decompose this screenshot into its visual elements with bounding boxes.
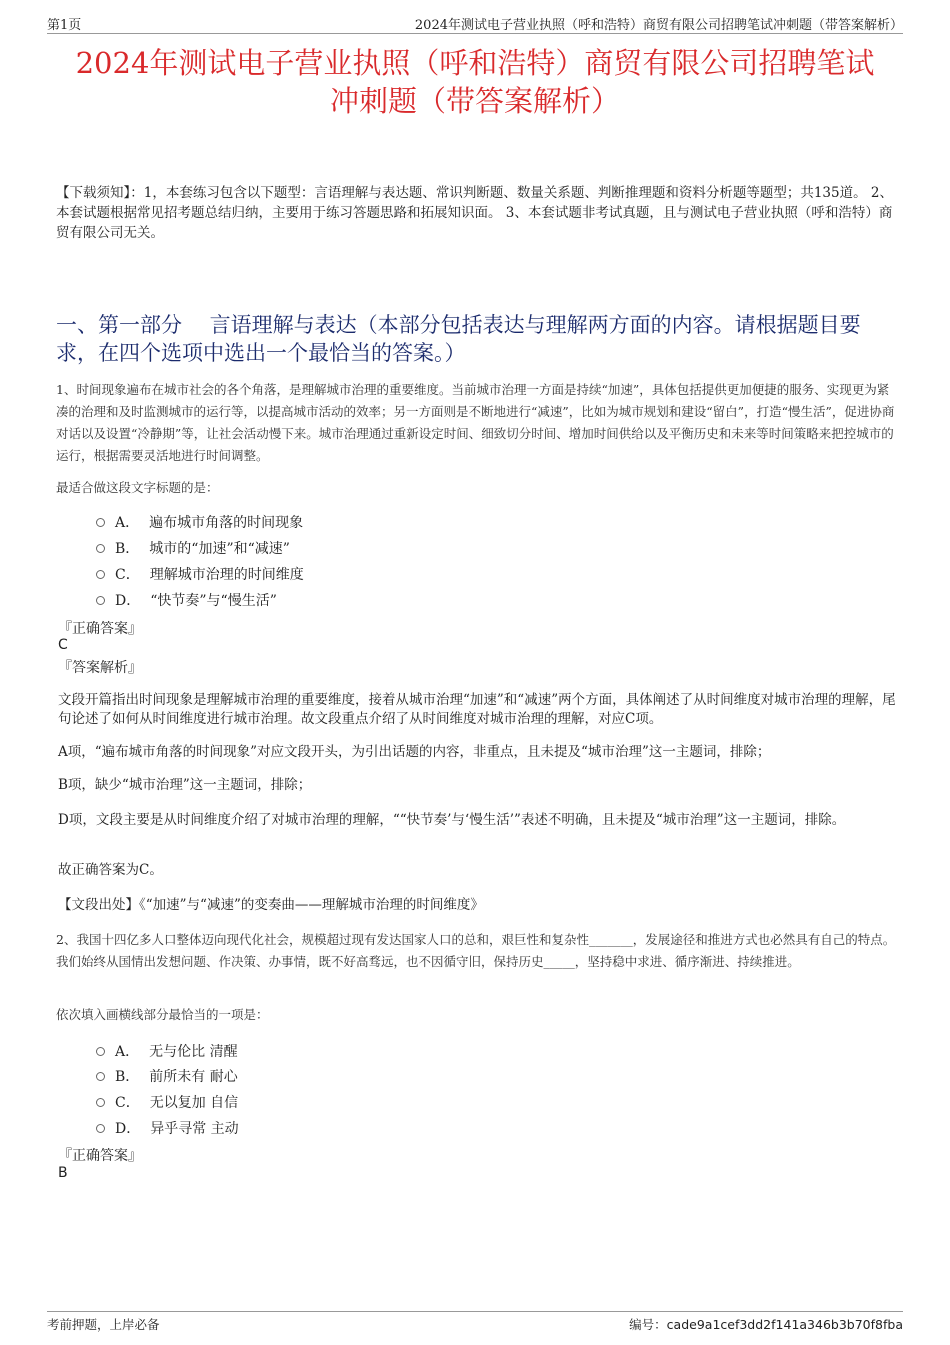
download-notice: 【下载须知】：1，本套练习包含以下题型：言语理解与表达题、常识判断题、数量关系题、判断推理题和资料分析题等题型；共135道。 2、本套试题根据常见招考题总结归纳，主要用于练习答题思路和拓展知识面。 3、本套试题非考试真题，且与测试电子营业执照（呼和浩特）商贸有限公司无关。 xyxy=(56,185,893,241)
radio-icon[interactable] xyxy=(96,1098,105,1107)
header-divider xyxy=(47,33,903,34)
question-2-text: 2、我国十四亿多人口整体迈向现代化社会，规模超过现有发达国家人口的总和，艰巨性和复杂性_______，发展途径和推进方式也必然具有自己的特点。我们始终从国情出发想问题、作决策、办事情，既不好高骛远，也不因循守旧，保持历史_____，坚持稳中求进、循序渐进、持续推进。 xyxy=(56,932,896,969)
footer-code xyxy=(629,1315,903,1333)
q1-option-c[interactable]: C． 理解城市治理的时间维度 xyxy=(96,564,304,584)
q2-answer-label: 『正确答案』 xyxy=(58,1148,142,1164)
footer-slogan: 考前押题，上岸必备 xyxy=(47,1317,160,1332)
q1-source: 【文段出处】《“加速”与“减速”的变奏曲——理解城市治理的时间维度》 xyxy=(58,897,484,913)
q2-option-a[interactable]: A． 无与伦比 清醒 xyxy=(96,1041,238,1061)
radio-icon[interactable] xyxy=(96,1072,105,1081)
q1-option-d[interactable]: D． “快节奏”与“慢生活” xyxy=(96,590,277,610)
header-doc-title: 2024年测试电子营业执照（呼和浩特）商贸有限公司招聘笔试冲刺题（带答案解析） xyxy=(414,18,903,33)
radio-icon[interactable] xyxy=(96,518,105,527)
radio-icon[interactable] xyxy=(96,544,105,553)
q1-option-b[interactable]: B． 城市的“加速”和“减速” xyxy=(96,538,290,558)
q2-option-b[interactable]: B． 前所未有 耐心 xyxy=(96,1066,238,1086)
q1-analysis-para-1: 文段开篇指出时间现象是理解城市治理的重要维度，接着从城市治理“加速”和“减速”两个方面，具体阐述了从时间维度对城市治理的理解，尾句论述了如何从时间维度进行城市治理。故文段重点介绍了从时间维度对城市治理的理解，对应C项。 xyxy=(58,692,896,727)
section-heading: 一、第一部分 言语理解与表达（本部分包括表达与理解两方面的内容。请根据题目要求，在四个选项中选出一个最恰当的答案。） xyxy=(56,313,861,365)
q1-answer-label: 『正确答案』 xyxy=(58,621,142,637)
question-1-prompt: 最适合做这段文字标题的是： xyxy=(56,480,219,495)
q2-option-c[interactable]: C． 无以复加 自信 xyxy=(96,1092,238,1112)
question-1-text: 1、时间现象遍布在城市社会的各个角落，是理解城市治理的重要维度。当前城市治理一方面是持续“加速”，具体包括提供更加便捷的服务、实现更为紧凑的治理和及时监测城市的运行等，以提高城市活动的效率；另一方面则是不断地进行“减速”，比如为城市规划和建设“留白”，打造“慢生活”，促进协商对话以及设置“冷静期”等，让社会活动慢下来。城市治理通过重新设定时间、细致切分时间、增加时间供给以及平衡历史和未来等时间策略来把控城市的运行，根据需要灵活地进行时间调整。 xyxy=(56,382,895,463)
q1-analysis-para-5: 故正确答案为C。 xyxy=(58,862,163,878)
q1-analysis-label: 『答案解析』 xyxy=(58,660,142,676)
footer-divider xyxy=(47,1311,903,1312)
q1-answer: C xyxy=(58,637,68,653)
footer-code-label: 编号： xyxy=(629,1317,667,1332)
q1-option-a[interactable]: A． 遍布城市角落的时间现象 xyxy=(96,512,303,532)
page-number: 第1页 xyxy=(47,18,82,33)
q2-answer: B xyxy=(58,1165,68,1181)
radio-icon[interactable] xyxy=(96,1124,105,1133)
q2-option-d[interactable]: D． 异乎寻常 主动 xyxy=(96,1118,239,1138)
q1-analysis-para-4: D项，文段主要是从时间维度介绍了对城市治理的理解，““快节奏’与‘慢生活’”表述不明确，且未提及“城市治理”这一主题词，排除。 xyxy=(58,812,846,828)
question-2-prompt: 依次填入画横线部分最恰当的一项是： xyxy=(56,1007,269,1022)
footer-code-value: cade9a1cef3dd2f141a346b3b70f8fba xyxy=(666,1317,903,1332)
document-title xyxy=(47,44,903,120)
q1-analysis-para-3: B项，缺少“城市治理”这一主题词，排除； xyxy=(58,777,312,793)
radio-icon[interactable] xyxy=(96,1047,105,1056)
radio-icon[interactable] xyxy=(96,596,105,605)
title-line-1: 2024年测试电子营业执照（呼和浩特）商贸有限公司招聘笔试 xyxy=(75,46,875,80)
radio-icon[interactable] xyxy=(96,570,105,579)
q1-analysis-para-2: A项，“遍布城市角落的时间现象”对应文段开头，为引出话题的内容，非重点，且未提及“城市治理”这一主题词，排除； xyxy=(58,744,771,760)
title-line-2: 冲刺题（带答案解析） xyxy=(329,84,620,118)
